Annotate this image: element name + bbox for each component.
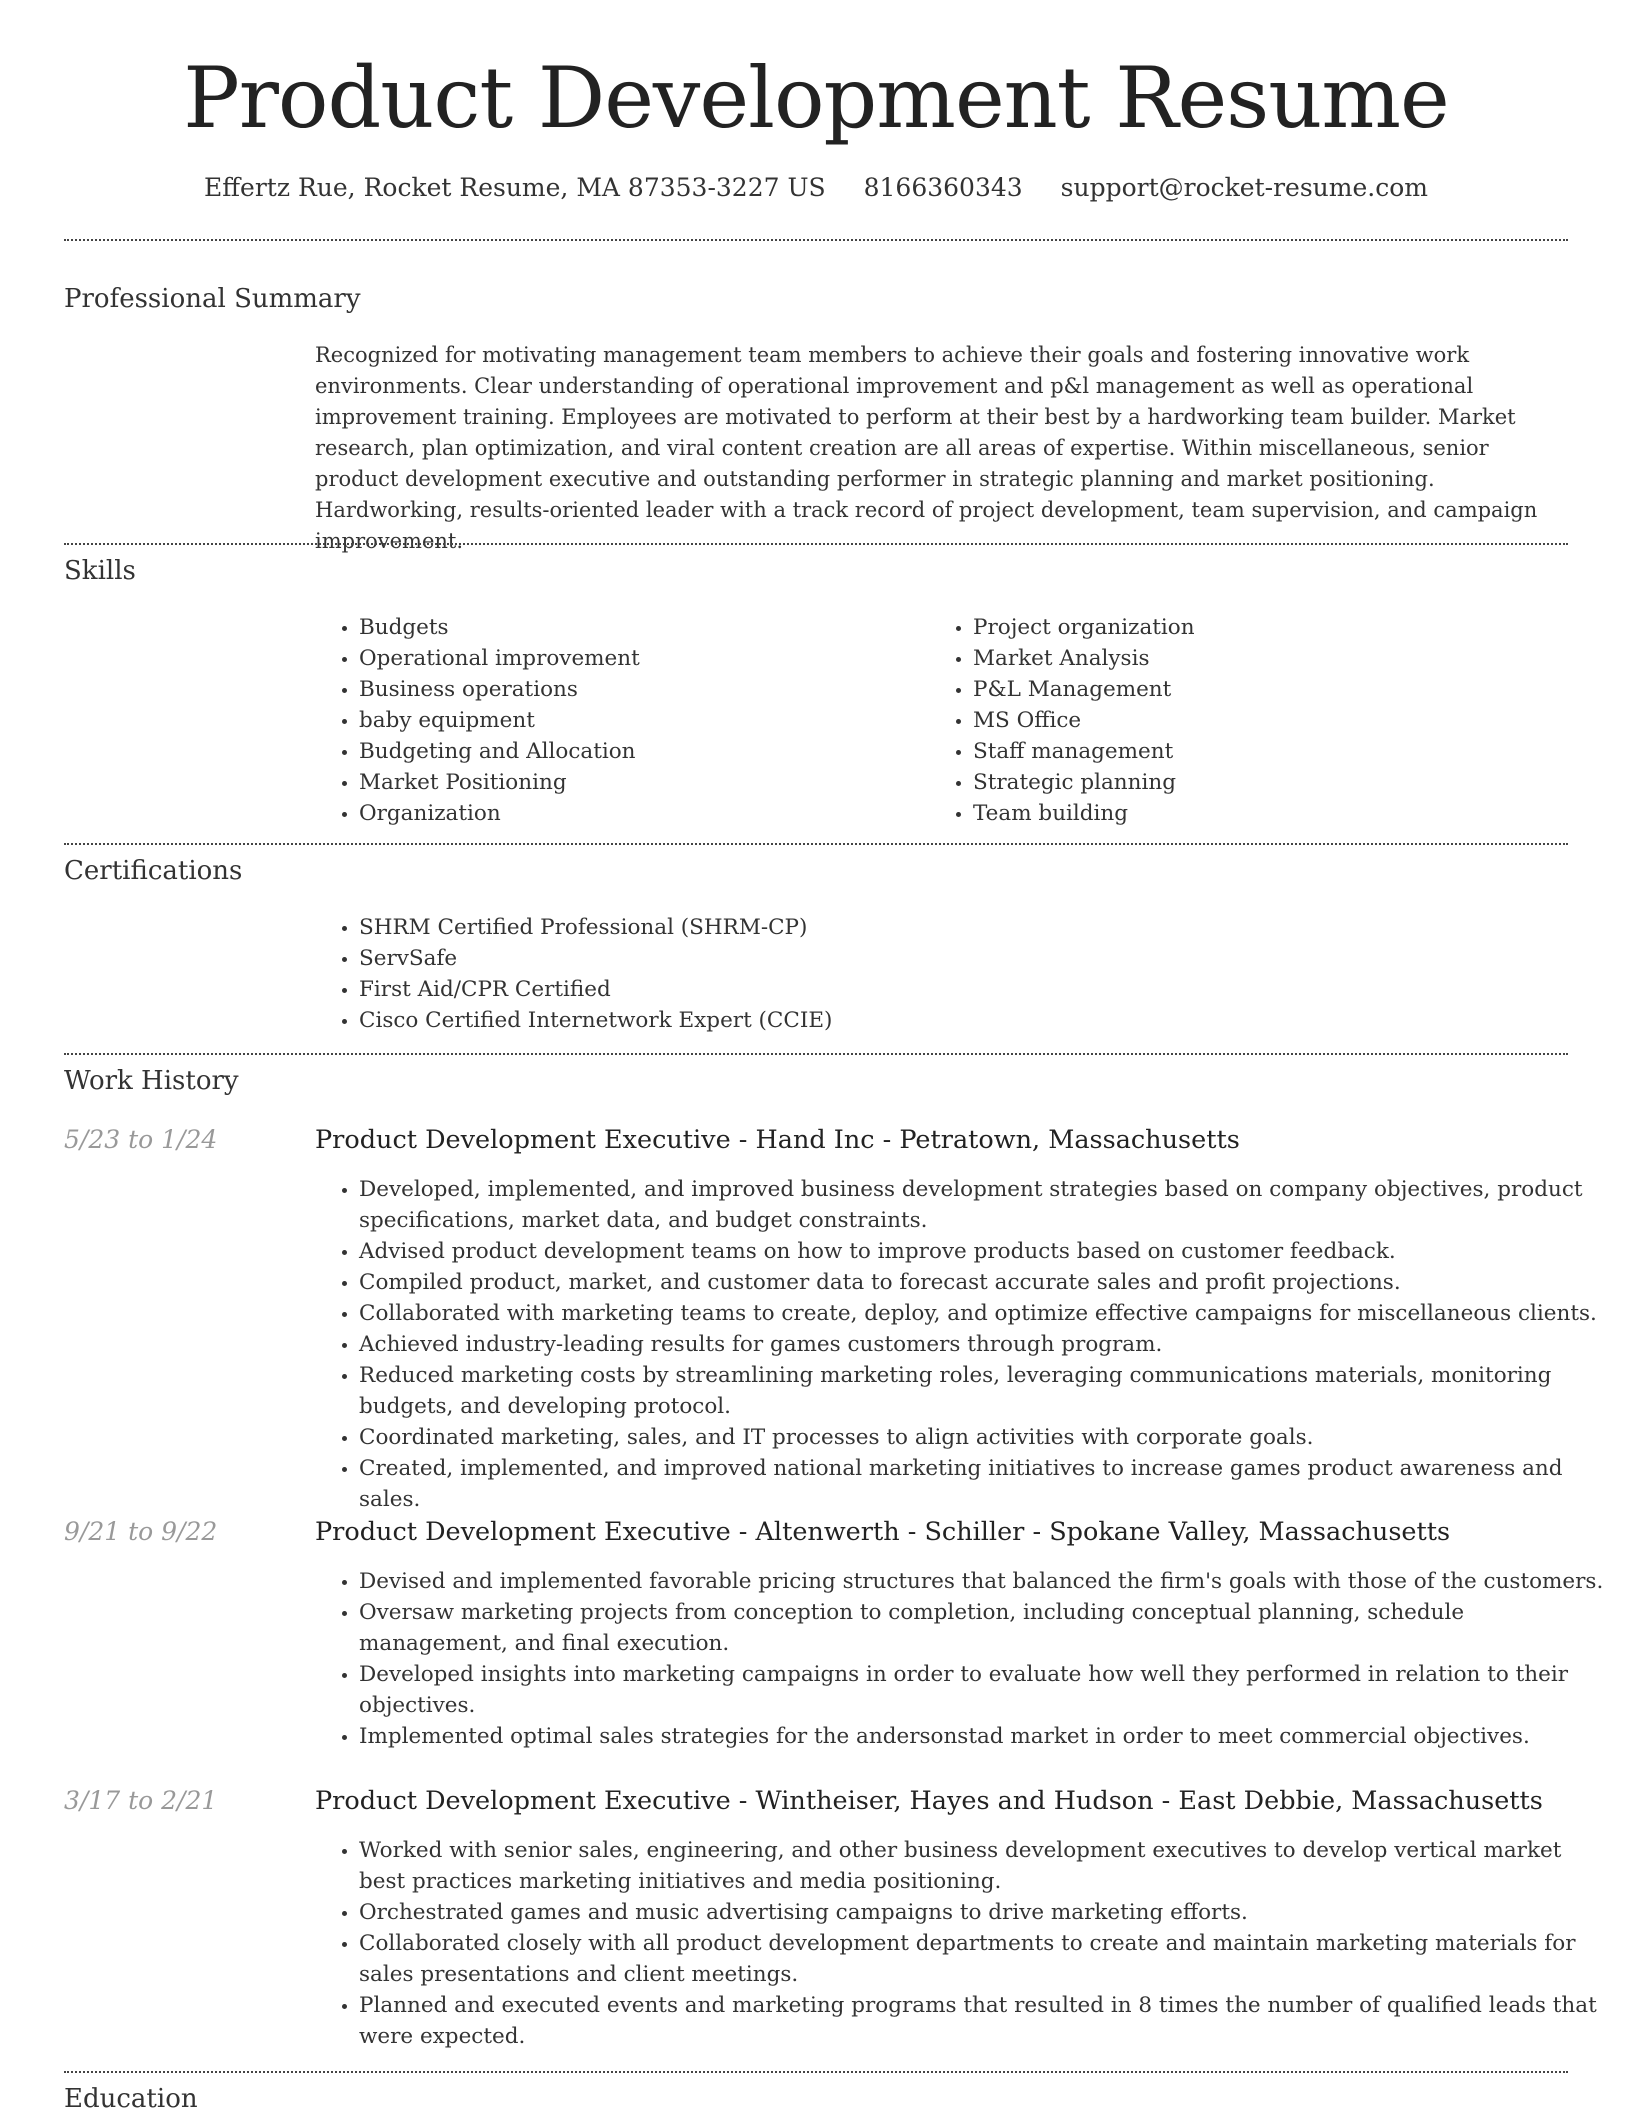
skill-item: • Strategic planning: [973, 767, 1573, 798]
section-title-skills: Skills: [64, 556, 136, 586]
job-title: Product Development Executive - Hand Inc - Petratown, Massachusetts: [315, 1125, 1240, 1155]
summary-text: Recognized for motivating management team members to achieve their goals and fostering innovative work environments. Clear understanding of operational improvement and p&l management as well as operational improvement training. Employees are motivated to perform at their best by a hardworking team builder. Market research, plan optimization, and viral content creation are all areas of expertise. Within miscellaneous, senior product development executive and outstanding performer in strategic planning and market positioning. Hardworking, results-oriented leader with a track record of project development, team supervision, and campaign improvement.: [315, 343, 1538, 553]
contact-phone[interactable]: 8166360343: [863, 173, 1023, 202]
section-divider: [64, 543, 1568, 545]
skill-item: • MS Office: [973, 705, 1573, 736]
section-title-certifications: Certifications: [64, 856, 243, 886]
job-bullet: • Coordinated marketing, sales, and IT processes to align activities with corporate goals.: [359, 1422, 1612, 1453]
certifications-list: [315, 912, 1612, 1036]
skill-item: • baby equipment: [359, 705, 919, 736]
skill-item: • Organization: [359, 798, 919, 829]
job-bullet: • Developed, implemented, and improved business development strategies based on company objectives, product specifications, market data, and budget constraints.: [359, 1174, 1612, 1236]
certification-item: • First Aid/CPR Certified: [359, 974, 1612, 1005]
skill-item: • Project organization: [973, 612, 1573, 643]
section-title-work-history: Work History: [64, 1066, 239, 1096]
page-title: Product Development Resume: [183, 49, 1449, 147]
job-bullet: • Collaborated closely with all product development departments to create and maintain marketing materials for sales presentations and client meetings.: [359, 1928, 1612, 1990]
skill-item: • Budgets: [359, 612, 919, 643]
skill-item: • Market Analysis: [973, 643, 1573, 674]
job-bullets: [315, 1835, 1612, 2052]
contact-address: Effertz Rue, Rocket Resume, MA 87353-3227 US: [204, 173, 826, 202]
skill-item: • Business operations: [359, 674, 919, 705]
job-bullet: • Planned and executed events and marketing programs that resulted in 8 times the number of qualified leads that were expected.: [359, 1990, 1612, 2052]
skill-item: • P&L Management: [973, 674, 1573, 705]
job-bullet: • Developed insights into marketing campaigns in order to evaluate how well they performed in relation to their objectives.: [359, 1659, 1612, 1721]
job-bullet: • Orchestrated games and music advertising campaigns to drive marketing efforts.: [359, 1897, 1612, 1928]
skill-item: • Team building: [973, 798, 1573, 829]
section-title-education: Education: [64, 2084, 198, 2114]
job-bullet: • Implemented optimal sales strategies for the andersonstad market in order to meet commercial objectives.: [359, 1721, 1612, 1752]
skill-item: • Operational improvement: [359, 643, 919, 674]
skill-item: • Budgeting and Allocation: [359, 736, 919, 767]
contact-email[interactable]: support@rocket-resume.com: [1060, 173, 1428, 202]
job-title: Product Development Executive - Altenwerth - Schiller - Spokane Valley, Massachusetts: [315, 1517, 1451, 1547]
section-divider: [64, 1053, 1568, 1055]
job-bullet: • Reduced marketing costs by streamlining marketing roles, leveraging communications materials, monitoring budgets, and developing protocol.: [359, 1360, 1612, 1422]
job-bullets: [315, 1566, 1612, 1752]
section-title-summary: Professional Summary: [64, 284, 361, 314]
job-bullets: [315, 1174, 1612, 1515]
skill-item: • Staff management: [973, 736, 1573, 767]
job-bullet: • Created, implemented, and improved national marketing initiatives to increase games product awareness and sales.: [359, 1453, 1612, 1515]
skills-list-left: [315, 612, 919, 829]
certification-item: • ServSafe: [359, 943, 1612, 974]
certification-item: • SHRM Certified Professional (SHRM-CP): [359, 912, 1612, 943]
skills-list-right: [929, 612, 1573, 829]
job-bullet: • Oversaw marketing projects from conception to completion, including conceptual planning, schedule management, and final execution.: [359, 1597, 1612, 1659]
job-title: Product Development Executive - Wintheiser, Hayes and Hudson - East Debbie, Massachusetts: [315, 1786, 1543, 1816]
job-dates: 5/23 to 1/24: [64, 1125, 218, 1154]
skill-item: • Market Positioning: [359, 767, 919, 798]
section-divider: [64, 843, 1568, 845]
job-bullet: • Collaborated with marketing teams to create, deploy, and optimize effective campaigns for miscellaneous clients.: [359, 1298, 1612, 1329]
section-divider: [64, 2071, 1568, 2073]
job-bullet: • Worked with senior sales, engineering, and other business development executives to develop vertical market best practices marketing initiatives and media positioning.: [359, 1835, 1612, 1897]
job-dates: 9/21 to 9/22: [64, 1517, 218, 1546]
job-bullet: • Achieved industry-leading results for games customers through program.: [359, 1329, 1612, 1360]
job-bullet: • Compiled product, market, and customer data to forecast accurate sales and profit projections.: [359, 1267, 1612, 1298]
contact-line: [0, 170, 1632, 206]
job-bullet: • Advised product development teams on how to improve products based on customer feedback.: [359, 1236, 1612, 1267]
certification-item: • Cisco Certified Internetwork Expert (CCIE): [359, 1005, 1612, 1036]
section-divider: [64, 239, 1568, 241]
job-dates: 3/17 to 2/21: [64, 1786, 218, 1815]
job-bullet: • Devised and implemented favorable pricing structures that balanced the firm's goals with those of the customers.: [359, 1566, 1612, 1597]
